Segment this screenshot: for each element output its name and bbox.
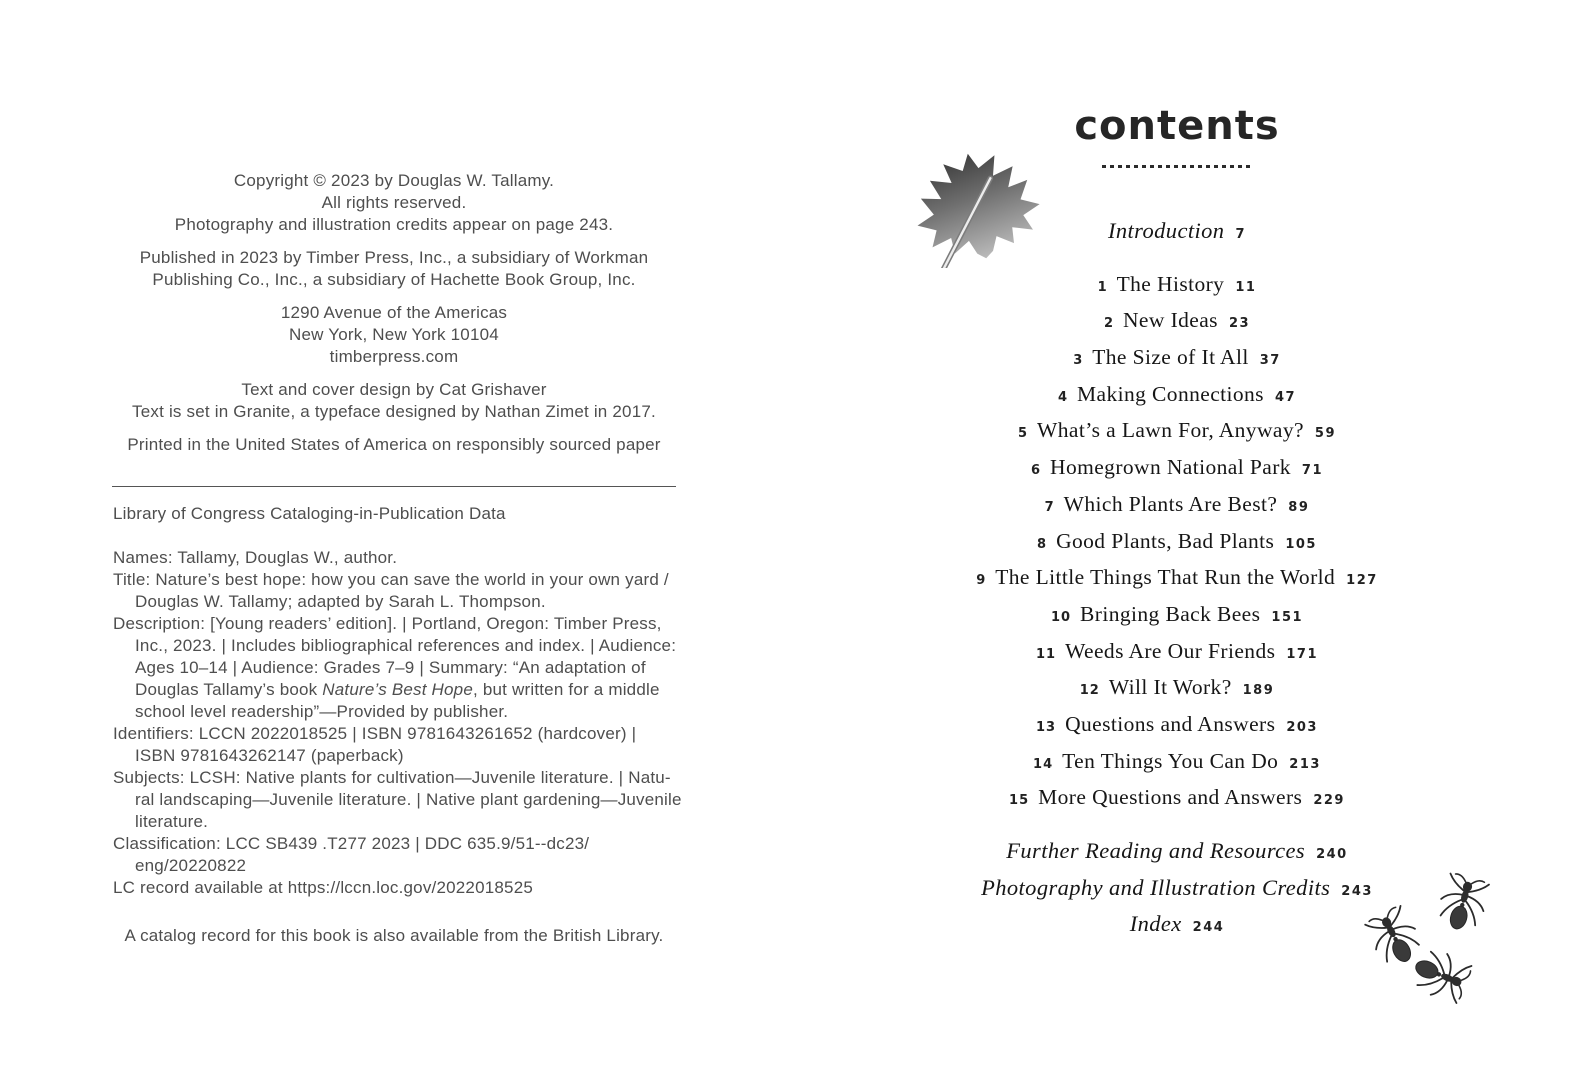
toc-page-number: 151 — [1271, 609, 1304, 625]
cip-classification-line: eng/20220822 — [135, 856, 247, 875]
chapter-number: 11 — [1035, 646, 1057, 662]
copyright-line: Copyright © 2023 by Douglas W. Tallamy. — [233, 171, 555, 190]
toc-entry — [877, 785, 1477, 822]
publisher-line: Published in 2023 by Timber Press, Inc., a subsidiary of Workman — [139, 248, 649, 267]
toc-page-number: 105 — [1285, 536, 1317, 552]
toc-entry — [877, 639, 1477, 676]
cip-description-line: Inc., 2023. | Includes bibliographical references and index. | Audience: — [135, 636, 677, 655]
toc-page-number: 7 — [1235, 227, 1246, 242]
chapter-title: Homegrown National Park — [1050, 455, 1291, 480]
toc-page-number: 59 — [1314, 426, 1337, 442]
publisher-block — [96, 247, 692, 291]
chapter-number: 13 — [1036, 719, 1057, 735]
chapter-title: The Size of It All — [1092, 345, 1249, 370]
cip-description-text: , but written for a middle — [473, 680, 660, 699]
address-line: New York, New York 10104 — [289, 325, 499, 344]
toc-page-number: 244 — [1192, 920, 1225, 936]
address-line: 1290 Avenue of the Americas — [280, 303, 508, 322]
copyright-line: All rights reserved. — [321, 193, 467, 212]
contents-page — [877, 103, 1477, 948]
toc-page-number: 71 — [1301, 463, 1323, 479]
chapter-number: 10 — [1050, 609, 1072, 625]
cip-title-line: Douglas W. Tallamy; adapted by Sarah L. Thompson. — [135, 592, 546, 611]
chapter-number: 7 — [1044, 499, 1055, 515]
toc-entry — [877, 308, 1477, 345]
toc-entry — [877, 565, 1477, 602]
toc-page-number: 213 — [1289, 756, 1321, 772]
cip-identifiers-line: Identifiers: LCCN 2022018525 | ISBN 9781643261652 (hardcover) | — [113, 724, 637, 743]
toc-page-number: 23 — [1228, 316, 1251, 332]
cip-description-line: Ages 10–14 | Audience: Grades 7–9 | Summary: “An adaptation of — [135, 658, 646, 677]
chapter-number: 8 — [1037, 536, 1048, 552]
toc-page-number: 229 — [1313, 793, 1345, 809]
printed-in-line: Printed in the United States of America on responsibly sourced paper — [127, 435, 661, 454]
toc-entry-introduction — [877, 218, 1477, 255]
chapter-title: Ten Things You Can Do — [1062, 748, 1279, 773]
contents-heading: contents — [1074, 103, 1280, 149]
cip-data-block — [96, 503, 692, 899]
toc-page-number: 189 — [1242, 683, 1275, 699]
toc-page-number: 127 — [1346, 573, 1378, 589]
toc-entry — [877, 418, 1477, 455]
chapter-title: Bringing Back Bees — [1080, 601, 1261, 626]
chapter-title: Weeds Are Our Friends — [1065, 638, 1276, 663]
toc-page-number: 89 — [1288, 499, 1310, 515]
toc-entry — [877, 712, 1477, 749]
publisher-line: Publishing Co., Inc., a subsidiary of Hachette Book Group, Inc. — [152, 270, 636, 289]
chapter-number: 5 — [1017, 426, 1029, 442]
chapter-title: Will It Work? — [1108, 675, 1232, 700]
toc-entry — [877, 345, 1477, 382]
cip-description-line: school level readership”—Provided by publisher. — [135, 702, 509, 721]
toc-entry-further-reading — [877, 838, 1477, 875]
toc-entry-label: Photography and Illustration Credits — [981, 874, 1331, 900]
toc-entry — [877, 492, 1477, 529]
chapter-title: Making Connections — [1077, 381, 1264, 406]
cip-description-line — [113, 679, 692, 701]
toc-page-number: 37 — [1259, 353, 1281, 369]
cip-heading: Library of Congress Cataloging-in-Publication Data — [113, 504, 506, 523]
cip-subjects-line: literature. — [135, 812, 209, 831]
toc-entry — [877, 272, 1477, 309]
cip-classification-line: Classification: LCC SB439 .T277 2023 | DDC 635.9/51--dc23/ — [113, 834, 590, 853]
design-credit-line: Text and cover design by Cat Grishaver — [241, 380, 547, 399]
chapter-number: 14 — [1033, 756, 1054, 772]
toc-entry — [877, 382, 1477, 419]
chapter-number: 4 — [1057, 389, 1068, 405]
copyright-page — [96, 170, 692, 947]
chapter-number: 15 — [1009, 793, 1030, 809]
copyright-block — [96, 170, 692, 236]
cip-description-line: Description: [Young readers’ edition]. | Portland, Oregon: Timber Press, — [113, 614, 662, 633]
toc-entry — [877, 749, 1477, 786]
three-ants-illustration — [1360, 872, 1495, 1017]
dashed-rule — [1102, 165, 1252, 168]
chapter-title: New Ideas — [1123, 308, 1218, 333]
chapter-number: 2 — [1103, 316, 1114, 332]
toc-entry — [877, 675, 1477, 712]
toc-page-number: 203 — [1286, 719, 1318, 735]
chapter-title: The Little Things That Run the World — [995, 565, 1336, 590]
chapter-title: Which Plants Are Best? — [1063, 491, 1278, 516]
chapter-title: Questions and Answers — [1065, 711, 1276, 736]
cip-subjects-line: Subjects: LCSH: Native plants for cultivation—Juvenile literature. | Natu- — [113, 768, 671, 787]
toc-page-number: 47 — [1274, 389, 1297, 405]
british-library-note: A catalog record for this book is also available from the British Library. — [124, 926, 664, 945]
section-divider — [112, 486, 676, 487]
chapter-number: 1 — [1097, 279, 1108, 295]
toc-page-number: 171 — [1286, 646, 1318, 662]
chapter-title: More Questions and Answers — [1038, 785, 1303, 810]
toc-entry-label: Further Reading and Resources — [1006, 838, 1306, 863]
copyright-line: Photography and illustration credits appear on page 243. — [174, 215, 614, 234]
chapter-title: What’s a Lawn For, Anyway? — [1037, 418, 1304, 443]
cip-title-line: Title: Nature’s best hope: how you can save the world in your own yard / — [113, 570, 669, 589]
design-credit-block — [96, 379, 692, 423]
publisher-address-block — [96, 302, 692, 368]
cip-book-title-italic: Nature’s Best Hope — [322, 680, 473, 699]
chapter-title: Good Plants, Bad Plants — [1056, 528, 1275, 553]
toc-entry — [877, 455, 1477, 492]
cip-description-text: Douglas Tallamy’s book — [135, 680, 323, 699]
cip-names-line: Names: Tallamy, Douglas W., author. — [113, 548, 398, 567]
publisher-website: timberpress.com — [329, 347, 459, 366]
chapter-number: 3 — [1073, 353, 1084, 369]
chapter-title: The History — [1116, 271, 1225, 296]
toc-entry — [877, 529, 1477, 566]
cip-lc-record-line: LC record available at https://lccn.loc.gov/2022018525 — [113, 878, 534, 897]
typeface-credit-line: Text is set in Granite, a typeface designed by Nathan Zimet in 2017. — [132, 402, 656, 421]
toc-entry — [877, 602, 1477, 639]
toc-page-number: 11 — [1235, 279, 1257, 295]
cip-subjects-line: ral landscaping—Juvenile literature. | Native plant gardening—Juvenile — [135, 790, 682, 809]
toc-page-number: 240 — [1316, 847, 1348, 862]
chapter-number: 9 — [976, 573, 987, 589]
chapter-list — [877, 272, 1477, 822]
toc-page-number: 243 — [1341, 883, 1373, 899]
toc-entry-label: Introduction — [1107, 218, 1225, 243]
cip-identifiers-line: ISBN 9781643262147 (paperback) — [135, 746, 404, 765]
chapter-number: 6 — [1030, 463, 1042, 479]
toc-entry-label: Index — [1129, 911, 1182, 937]
chapter-number: 12 — [1079, 683, 1100, 699]
